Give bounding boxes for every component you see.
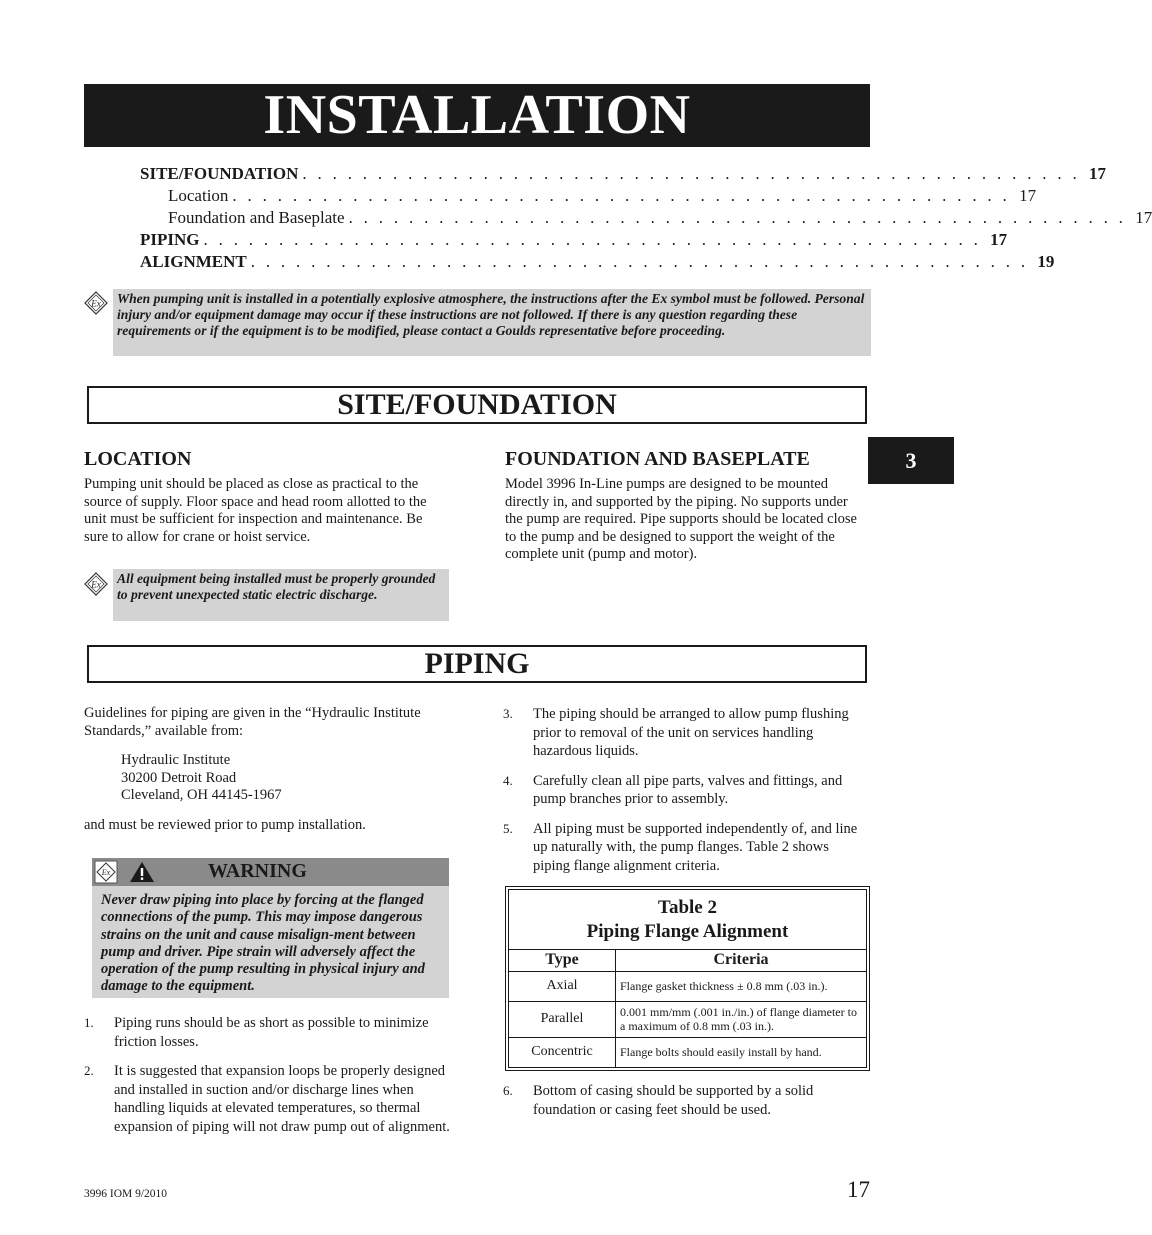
foundation-heading: FOUNDATION AND BASEPLATE [505,448,810,470]
list-number: 6. [503,1083,513,1098]
warning-triangle-icon [129,861,155,883]
piping-list-right-2 [503,1082,869,1119]
criteria-cell: Flange gasket thickness ± 0.8 mm (.03 in.). [616,971,867,1001]
address-line: Cleveland, OH 44145-1967 [121,787,282,803]
criteria-cell: 0.001 mm/mm (.001 in./in.) of flange diameter to a maximum of 0.8 mm (.03 in.). [616,1001,867,1037]
piping-list-left [84,1014,450,1136]
table-row [509,971,866,1001]
toc-page: 17 [990,230,1008,249]
list-text: The piping should be arranged to allow pump flushing prior to removal of the unit on services handling hazardous liquids. [533,706,849,759]
section-heading-site-foundation: SITE/FOUNDATION [87,386,867,424]
list-number: 4. [503,772,513,788]
list-item [503,772,869,809]
chapter-tab[interactable]: 3 [868,437,954,484]
list-text: All piping must be supported independently of, and line up naturally with, the pump flanges. Table 2 shows piping flange alignment criteria. [533,820,858,874]
toc-page: 17 [1089,164,1107,183]
type-cell: Concentric [509,1037,616,1067]
list-item [503,1082,869,1119]
table-row [509,1037,866,1067]
table-2-frame [505,886,870,1071]
toc-leader: . . . . . . . . . . . . . . . . . . . . . . . . . . . . . . . . . . . . . . . . . . . . . . . . . . . . [302,164,1081,183]
type-cell: Axial [509,971,616,1001]
toc-leader: . . . . . . . . . . . . . . . . . . . . . . . . . . . . . . . . . . . . . . . . . . . . . . . . . . . . [348,208,1127,227]
type-cell: Parallel [509,1001,616,1037]
table-header-cell: Criteria [616,949,867,971]
ex-warning-note: When pumping unit is installed in a potentially explosive atmosphere, the instructions after the Ex symbol must be followed. Personal injury and/or equipment damage may occur if these instructions are not followed. If there is any question regarding these requirements or if the equipment is to be modified, please contact a Goulds representative before proceeding. [113,289,871,356]
toc-entry[interactable] [140,208,1152,230]
list-text: Bottom of casing should be supported by a solid foundation or casing feet should be used. [533,1083,814,1118]
toc-label: SITE/FOUNDATION [140,164,299,183]
list-number: 3. [503,706,513,721]
footer-page-number: 17 [847,1177,870,1202]
toc-page: 17 [1019,186,1037,205]
foundation-text: Model 3996 In-Line pumps are designed to be mounted directly in, and supported by the piping. No supports under the pump are required. Pipe supports should be located close to the pump and be designed to support the weight of the complete unit (pump and motor). [505,476,857,562]
warning-label: WARNING [208,860,307,882]
svg-text:Ex: Ex [91,298,101,309]
toc-page: 17 [1135,208,1152,227]
table-header-cell: Type [509,949,616,971]
svg-text:Ex: Ex [91,579,101,590]
location-text: Pumping unit should be placed as close as practical to the source of supply. Floor space and head room allotted to the unit must be sufficient for inspection and maintenance. Be sure to allow for crane or hoist service. [84,476,427,545]
list-item [84,1062,450,1136]
page-banner-title: INSTALLATION [84,84,870,147]
table-2-title [509,890,866,949]
footer-document-id: 3996 IOM 9/2010 [84,1188,168,1200]
piping-review-text: and must be reviewed prior to pump installation. [84,817,366,833]
warning-text: Never draw piping into place by forcing at the flanged connections of the pump. This may impose dangerous strains on the unit and cause misalign-ment between pump and driver. Pipe strain will adversely affect the operation of the pump resulting in physical injury and damage to the equipment. [92,886,449,998]
ex-hazard-icon [84,572,108,596]
toc-leader: . . . . . . . . . . . . . . . . . . . . . . . . . . . . . . . . . . . . . . . . . . . . . . . . . . . . [232,186,1011,205]
toc-leader: . . . . . . . . . . . . . . . . . . . . . . . . . . . . . . . . . . . . . . . . . . . . . . . . . . . . [203,230,982,249]
toc-label: ALIGNMENT [140,252,247,271]
list-number: 5. [503,820,513,836]
grounding-note: All equipment being installed must be properly grounded to prevent unexpected static electric discharge. [113,569,449,621]
toc-entry[interactable] [140,230,1008,252]
table-header-row [509,949,866,971]
list-text: Carefully clean all pipe parts, valves and fittings, and pump branches prior to assembly. [533,772,843,807]
criteria-cell: Flange bolts should easily install by hand. [616,1037,867,1067]
list-number: 1. [84,1015,94,1030]
piping-intro: Guidelines for piping are given in the “Hydraulic Institute Standards,” available from: [84,705,421,739]
toc-entry[interactable] [140,252,1055,274]
list-item [84,1014,450,1051]
list-text: Piping runs should be as short as possible to minimize friction losses. [114,1015,429,1050]
table-title-line: Piping Flange Alignment [586,921,789,942]
address-line: Hydraulic Institute [121,752,231,768]
section-heading-piping: PIPING [87,645,867,683]
toc-leader: . . . . . . . . . . . . . . . . . . . . . . . . . . . . . . . . . . . . . . . . . . . . . . . . . . . . [250,252,1029,271]
list-item [503,820,869,876]
table-row [509,1001,866,1037]
piping-list-right [503,705,869,875]
warning-header [92,858,449,886]
table-of-contents [140,164,1152,274]
list-text: It is suggested that expansion loops be properly designed and installed in suction and/or discharge lines when handling liquids at elevated temperatures, so thermal expansion of piping will not draw pump out of alignment. [114,1063,450,1135]
list-item [503,705,869,761]
toc-label: Foundation and Baseplate [168,208,345,227]
table-2-inner [508,889,867,1068]
list-number: 2. [84,1063,94,1078]
toc-label: PIPING [140,230,200,249]
hydraulic-institute-address [121,752,421,805]
svg-text:Ex: Ex [101,868,111,877]
flange-alignment-table [509,949,866,1068]
toc-entry[interactable] [140,164,1107,186]
location-heading: LOCATION [84,448,192,470]
table-title-line: Table 2 [658,897,717,918]
toc-entry[interactable] [140,186,1037,208]
toc-label: Location [168,186,229,205]
ex-hazard-icon [95,861,117,883]
address-line: 30200 Detroit Road [121,769,237,786]
ex-hazard-icon [84,291,108,315]
toc-page: 19 [1037,252,1055,271]
